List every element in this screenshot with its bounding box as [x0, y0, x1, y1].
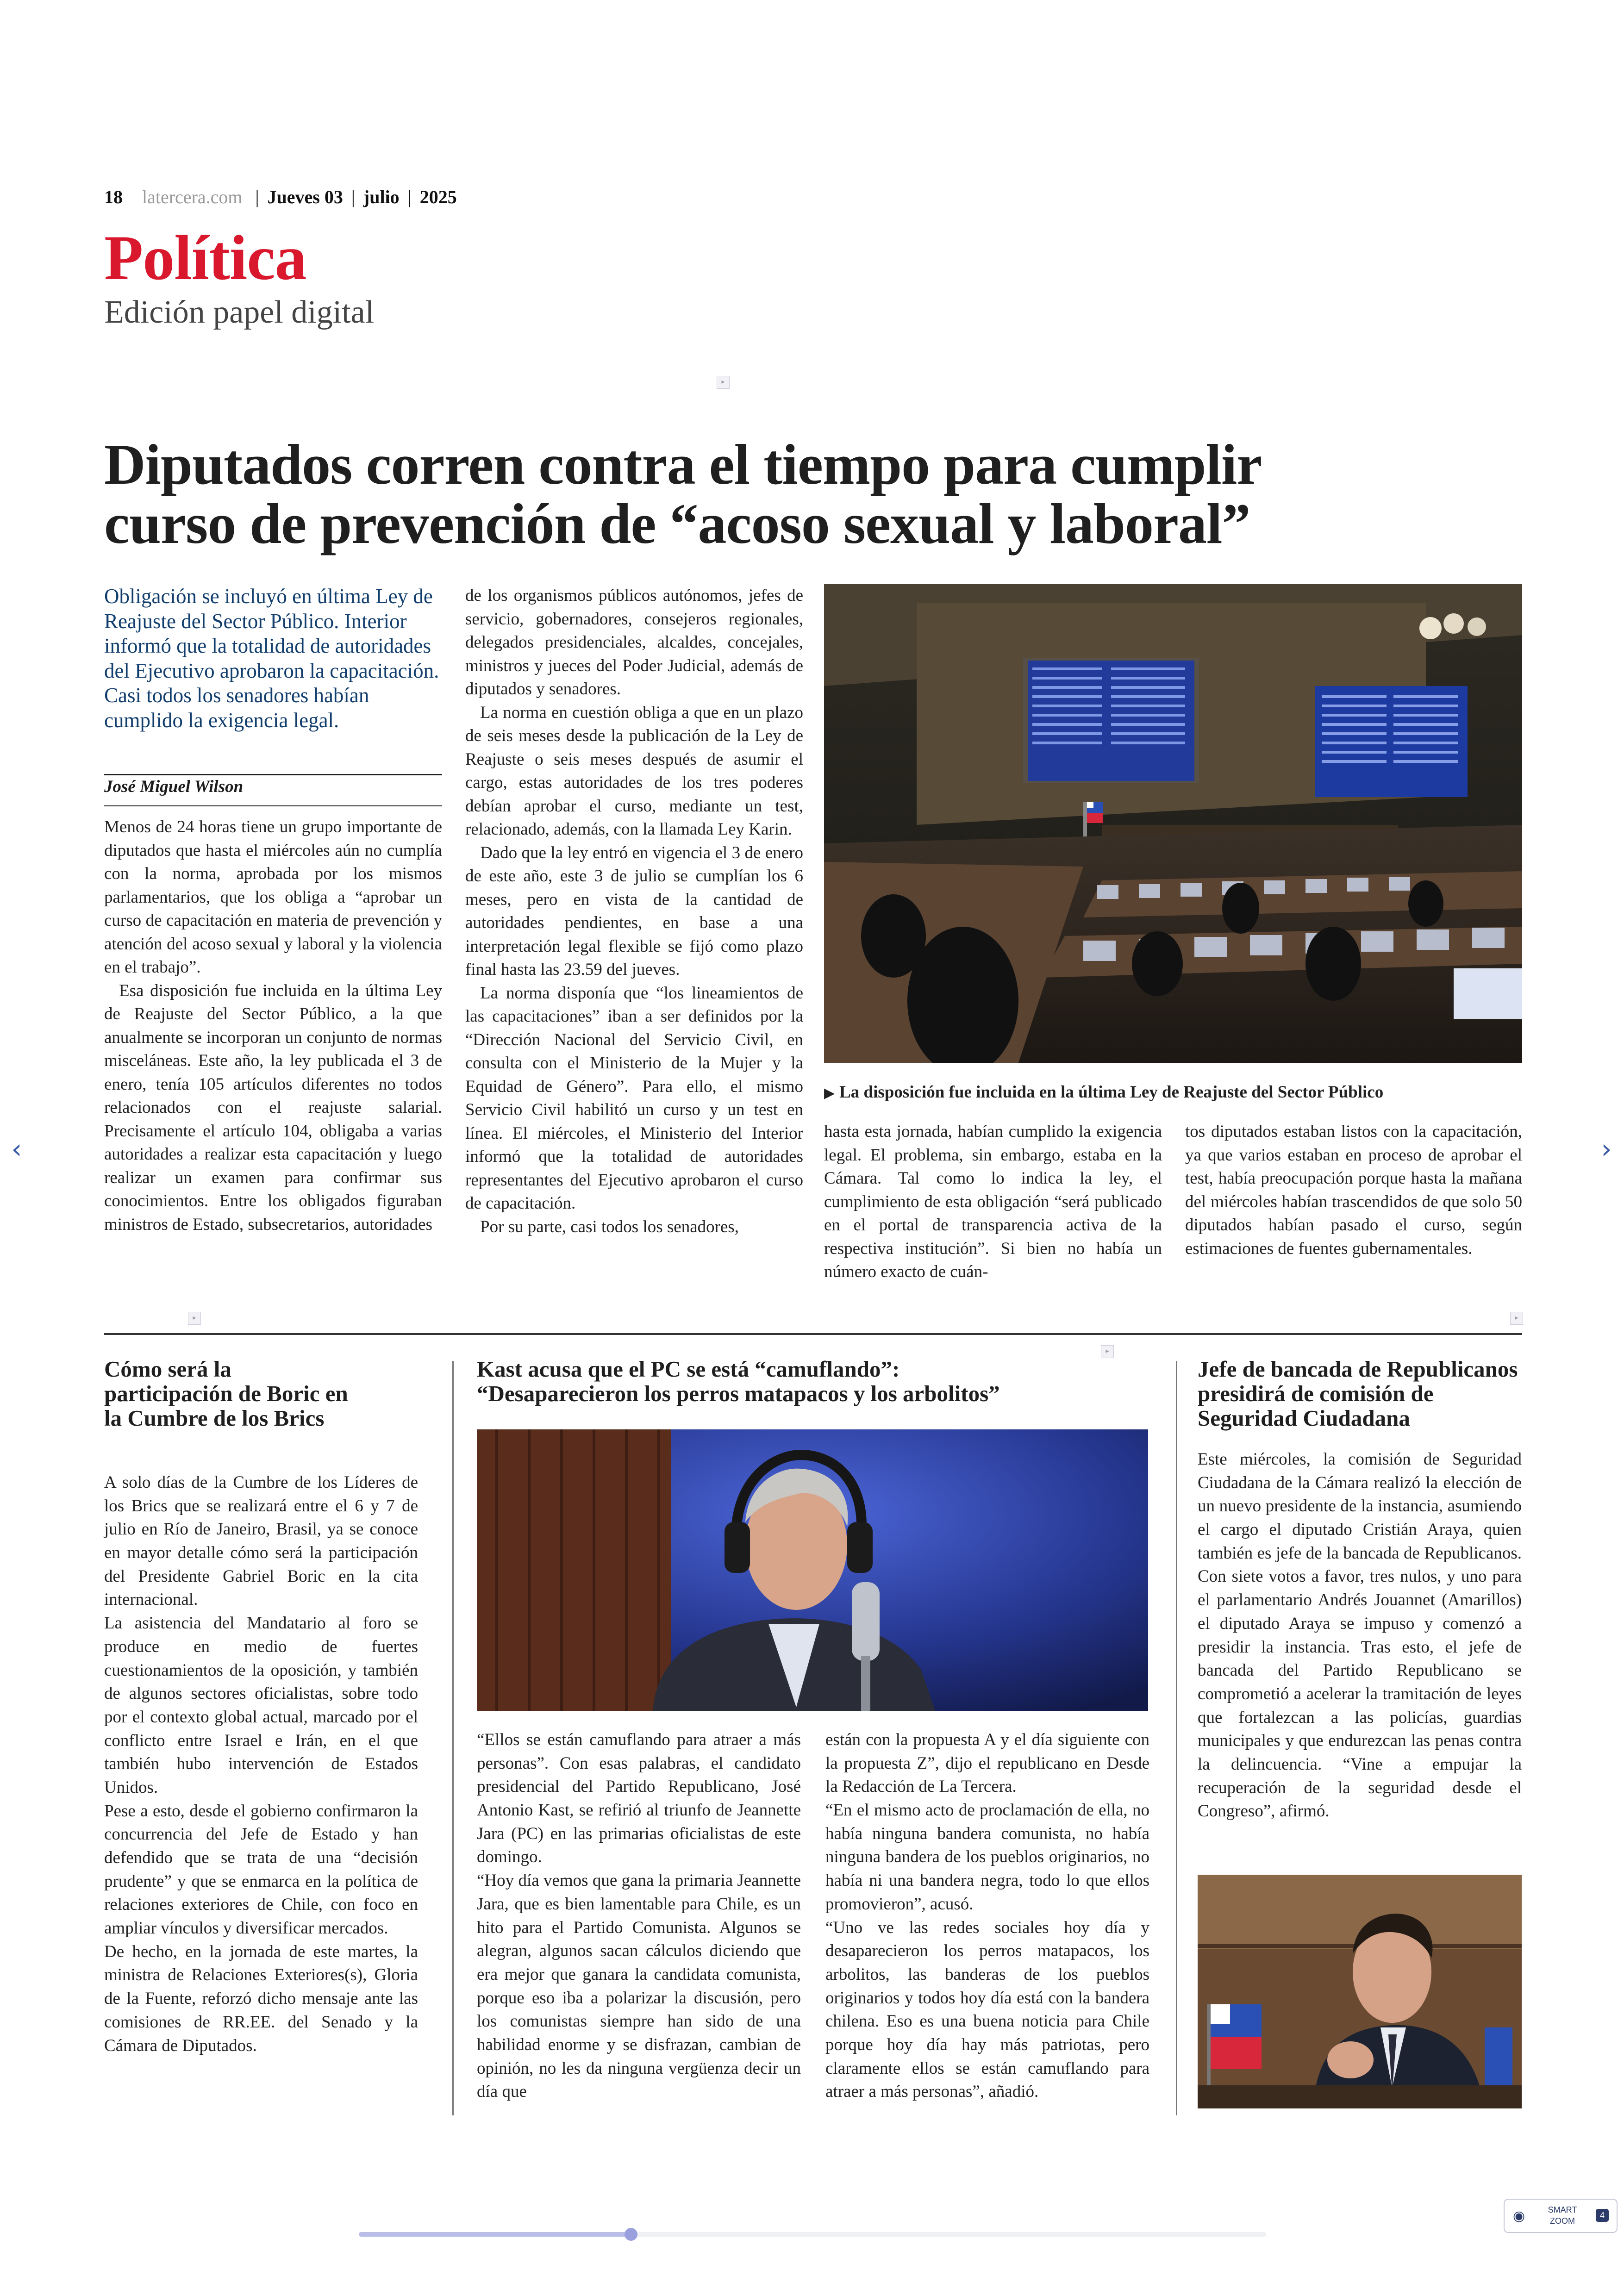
- paragraph: La norma disponía que “los lineamientos de las capacitaciones” iban a ser definidos por la “Dirección Nacional del Servicio Civil, en consulta con el Ministerio de la Mujer y la Equidad de Género”. Para ello, el mismo Servicio Civil habilitó un curso y un test en línea. El miércoles, el Ministerio del Interior informó que la totalidad de autoridades representantes del Ejecutivo aprobaron el curso de capacitación.: [465, 983, 803, 1213]
- chamber-photo: [824, 584, 1522, 1063]
- article-column-4: [1185, 1120, 1522, 1260]
- article-column-3: [824, 1120, 1162, 1284]
- paragraph: Este miércoles, la comisión de Seguridad Ciudadana de la Cámara realizó la elección de un nuevo presidente de la instancia, asumiendo el cargo el diputado Cristián Araya, quien también es jefe de la bancada de Republicanos. Con siete votos a favor, tres nulos, y uno para el parlamentario Andrés Jouannet (Amarillos) el diputado Araya se impuso y comenzó a presidir la instancia. Tras esto, el jefe de bancada del Partido Republicano se comprometió a acelerar la tramitación de leyes que fortalezcan a las policías, guardias municipales y que endurezcan las penas contra la delincuencia. “Vine a empujar la recuperación de la seguridad desde el Congreso”, afirmó.: [1198, 1450, 1522, 1821]
- headline-line: Jefe de bancada de Republicanos: [1198, 1356, 1518, 1382]
- smart-zoom-label: [1542, 2204, 1583, 2226]
- byline-rule-bottom: [104, 805, 442, 806]
- paragraph: “Ellos se están camuflando para atraer a más personas”. Con esas palabras, el candidato presidencial del Partido Republicano, José Antonio Kast, se refirió al triunfo de Jeannette Jara (PC) en las primarias oficialistas de este domingo.: [477, 1730, 801, 1867]
- paragraph: Dado que la ley entró en vigencia el 3 de enero de este año, este 3 de julio se cumplían los 6 meses, pero en vista de la cantidad de autoridades pendientes, en base a una interpretación legal flexible se fijó como plazo final hasta las 23.59 del jueves.: [465, 843, 803, 979]
- caption-arrow-icon: ▶: [824, 1085, 835, 1101]
- zoom-hotspot-marker[interactable]: ▸: [717, 376, 730, 389]
- caption-text: La disposición fue incluida en la última Ley de Reajuste del Sector Público: [839, 1083, 1384, 1102]
- byline: José Miguel Wilson: [104, 777, 244, 796]
- page-scroll-progress: [359, 2232, 631, 2237]
- paragraph: “En el mismo acto de proclamación de ella, no había ninguna bandera comunista, no había ninguna bandera de los pueblos originarios, no había ni una bandera negra, todo lo que ellos promovieron”, acusó.: [825, 1801, 1149, 1914]
- kast-column-2: [825, 1728, 1149, 2104]
- araya-photo: [1198, 1875, 1522, 2108]
- previous-page-button[interactable]: ‹: [11, 1133, 22, 1165]
- eye-icon: ◉: [1513, 2208, 1525, 2224]
- headline-line: Cómo será la: [104, 1356, 231, 1382]
- republicanos-headline: [1198, 1357, 1531, 1431]
- kast-photo: [477, 1429, 1148, 1711]
- paragraph: Menos de 24 horas tiene un grupo importante de diputados que hasta el miércoles aún no cumplía con la norma, aprobada por los mismos parlamentarios, que los obliga a “aprobar un curso de capacitación en materia de prevención y atención del acoso sexual y laboral y la violencia en el trabajo”.: [104, 817, 442, 977]
- site-name: latercera.com: [142, 187, 243, 207]
- headline-line: curso de prevención de “acoso sexual y laboral”: [104, 492, 1250, 555]
- page-dateline: [104, 186, 457, 208]
- brics-body: [104, 1471, 418, 2058]
- article-column-1: [104, 816, 442, 1236]
- paragraph: Por su parte, casi todos los senadores,: [480, 1217, 739, 1236]
- page-scroll-handle[interactable]: [625, 2228, 637, 2241]
- paragraph: “Hoy día vemos que gana la primaria Jeannette Jara, que es bien lamentable para Chile, es un hito para el Partido Comunista. Algunos se alegran, algunos sacan cálculos diciendo que era mejor que ganara la candidata comunista, porque eso iba a polarizar la discusión, pero los comunistas siempre han sido de una habilidad enorme y se disfrazan, cambian de opinión, no les da ninguna vergüenza decir un día que: [477, 1871, 801, 2102]
- next-page-button[interactable]: ›: [1601, 1133, 1612, 1165]
- smart-zoom-label-line: SMART: [1548, 2205, 1577, 2214]
- date-year: 2025: [419, 187, 457, 207]
- paragraph: tos diputados estaban listos con la capacitación, ya que varios estaban en proceso de aprobar el test, había preocupación porque hasta la mañana del miércoles habían trascendidos de que solo 50 diputados habían pasado el curso, según estimaciones de fuentes gubernamentales.: [1185, 1122, 1522, 1258]
- page-number: 18: [104, 187, 123, 207]
- paragraph: A solo días de la Cumbre de los Líderes de los Brics que se realizará entre el 6 y 7 de julio en Río de Janeiro, Brasil, ya se conoce en mayor detalle cómo será la participación del Presidente Gabriel Boric en la cita internacional.: [104, 1473, 418, 1609]
- headline-line: Kast acusa que el PC se está “camuflando”:: [477, 1356, 900, 1382]
- paragraph: “Uno ve las redes sociales hoy día y desaparecieron los perros matapacos, los arbolitos, las banderas de los pueblos originarios y todos hoy día está con la bandera chilena. Eso es una buena noticia para Chile porque hoy día hay más patriotas, pero claramente ellos se están camuflando para atraer a más personas”, añadió.: [825, 1918, 1149, 2102]
- smart-zoom-key-badge: 4: [1596, 2209, 1609, 2222]
- kast-headline: [477, 1357, 1153, 1406]
- article-column-2: [465, 584, 803, 1239]
- headline-line: participación de Boric en: [104, 1380, 348, 1406]
- headline-line: Diputados corren contra el tiempo para cumplir: [104, 433, 1262, 496]
- kast-column-1: [477, 1728, 801, 2104]
- brics-headline: [104, 1357, 428, 1431]
- headline-line: presidirá de comisión de: [1198, 1380, 1434, 1406]
- paragraph: La asistencia del Mandatario al foro se produce en medio de fuertes cuestionamientos de la oposición, y también de algunos sectores oficialistas, sobre todo por el contexto global actual, marcado por el conflicto entre Israel e Irán, en el que también hubo intervención de Estados Unidos.: [104, 1614, 418, 1797]
- smart-zoom-button[interactable]: [1504, 2199, 1618, 2233]
- photo-caption: [824, 1082, 1383, 1102]
- section-divider: [104, 1333, 1522, 1335]
- separator: |: [351, 187, 355, 207]
- paragraph: de los organismos públicos autónomos, jefes de servicio, gobernadores, consejeros regionales, delegados presidenciales, alcaldes, concejales, ministros y jueces del Poder Judicial, además de diputados y senadores.: [465, 586, 803, 698]
- edition-label: Edición papel digital: [104, 294, 375, 330]
- separator: |: [255, 187, 259, 207]
- republicanos-body: [1198, 1448, 1522, 1823]
- headline-line: la Cumbre de los Brics: [104, 1405, 325, 1431]
- main-headline: [104, 435, 1354, 553]
- headline-line: “Desaparecieron los perros matapacos y los arbolitos”: [477, 1380, 1000, 1406]
- section-title: Política: [104, 222, 306, 293]
- headline-line: Seguridad Ciudadana: [1198, 1405, 1410, 1431]
- column-divider: [1176, 1361, 1177, 2115]
- paragraph: Pese a esto, desde el gobierno confirmaron la concurrencia del Jefe de Estado y han defendido que se trata de una “decisión prudente” y que se enmarca en la política de relaciones exteriores de Chile, con foco en ampliar vínculos y diversificar mercados.: [104, 1801, 418, 1938]
- date-month: julio: [363, 187, 400, 207]
- byline-rule-top: [104, 774, 442, 775]
- paragraph: están con la propuesta A y el día siguiente con la propuesta Z”, dijo el republicano en Desde la Redacción de La Tercera.: [825, 1730, 1149, 1796]
- smart-zoom-label-line: ZOOM: [1550, 2216, 1575, 2226]
- paragraph: De hecho, en la jornada de este martes, la ministra de Relaciones Exteriores(s), Gloria de la Fuente, reforzó dicho mensaje ante las comisiones de RR.EE. del Senado y la Cámara de Diputados.: [104, 1942, 418, 2055]
- paragraph: Esa disposición fue incluida en la última Ley de Reajuste del Sector Público, a la que anualmente se incorporan un conjunto de normas misceláneas. Este año, la ley publicada el 3 de enero, tenía 105 artículos diferentes no todos relacionados con el reajuste salarial. Precisamente el artículo 104, obligaba a varias autoridades a realizar esta capacitación y luego realizar un examen para confirmar sus conocimientos. Entre los obligados figuraban ministros de Estado, subsecretarios, autoridades: [104, 981, 442, 1234]
- column-divider: [452, 1361, 454, 2115]
- zoom-hotspot-marker[interactable]: ▸: [188, 1312, 201, 1325]
- zoom-hotspot-marker[interactable]: ▸: [1510, 1312, 1523, 1325]
- zoom-hotspot-marker[interactable]: ▸: [1101, 1345, 1114, 1358]
- article-deck: Obligación se incluyó en última Ley de Reajuste del Sector Público. Interior informó que la totalidad de autoridades del Ejecutivo aprobaron la capacitación. Casi todos los senadores habían cumplido la exigencia legal.: [104, 585, 439, 732]
- separator: |: [407, 187, 412, 207]
- paragraph: La norma en cuestión obliga a que en un plazo de seis meses desde la publicación de la Ley de Reajuste o seis meses después de asumir el cargo, estas autoridades de los tres poderes debían aprobar el curso, mediante un test, relacionado, además, con la llamada Ley Karin.: [465, 703, 803, 839]
- paragraph: hasta esta jornada, habían cumplido la exigencia legal. El problema, sin embargo, estaba en la Cámara. Tal como lo indica la ley, el cumplimiento de esta obligación “será publicado en el portal de transparencia activa de la respectiva institución”. Si bien no había un número exacto de cuán-: [824, 1122, 1162, 1281]
- date-weekday-day: Jueves 03: [267, 187, 343, 207]
